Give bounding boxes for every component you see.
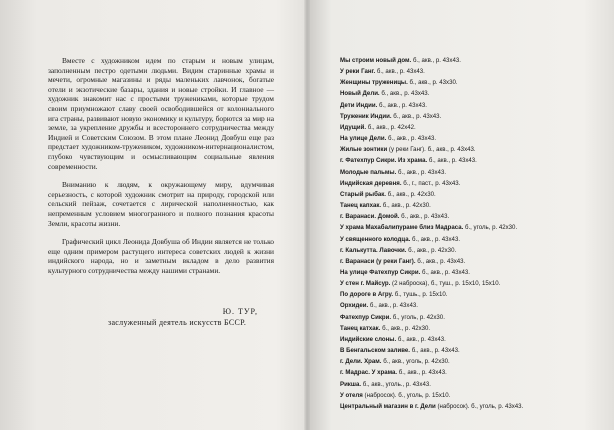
catalog-entry xyxy=(340,189,592,200)
work-detail: б., акв., р. 43х30. xyxy=(407,79,458,87)
catalog-entry xyxy=(340,133,592,144)
paragraph-intro: Вместе с художником идем по старым и новым улицам, заполненным пестро одетыми людьми. Видим старинные храмы и мечети, огромные магазины и ряды маленьких лавчонок, богатые отели и экзотические базары, здания и новые стройки. И главное — художник знакомит нас с простыми тружениками, которые трудом своим приумножают славу своей освободившейся от колониального ига страны, развивают новую экономику и культуру, борются за мир на земле, за укрепление дружбы и всестороннего сотрудничества между Индией и Советским Союзом. В этом плане Леонид Довбуш еще раз предстает художником-тружеником, художником-интернационалистом, глубоко чувствующим и осмысливающим социальные явления современности. xyxy=(48,56,274,171)
work-detail: б., акв., р. 42х30. xyxy=(381,202,431,210)
work-detail: б., тушь., р. 15х10. xyxy=(393,291,448,299)
work-title: г. Фатехпур Сикри. Из храма. xyxy=(340,157,428,165)
catalog-entry xyxy=(340,55,592,66)
work-detail: б., акв., р. 43х43. xyxy=(386,135,437,143)
work-detail: б., акв., уголь, р. 42х30. xyxy=(381,358,450,366)
work-title: Танец катхак. xyxy=(340,324,381,332)
work-title: Женщины труженицы. xyxy=(340,79,408,87)
catalog-entry xyxy=(340,245,592,256)
work-title: Мы строим новый дом. xyxy=(340,57,412,64)
catalog-entry xyxy=(340,155,592,166)
work-title: Труженик Индии. xyxy=(340,112,392,120)
work-detail: б., акв., р. 43х43. xyxy=(368,302,418,310)
work-title: Индийские слоны. xyxy=(340,335,397,343)
catalog-entry xyxy=(340,66,592,77)
paragraph-attention: Вниманию к людям, к окружающему миру, вдумчивая серьезность, с которой художник смотрит на природу, городской или сельский пейзаж, сочетается с лирической наполненностью, как непременным условием многогранного и полного познания красоты Земли, красоты жизни. xyxy=(48,180,274,228)
author-name: Ю. ТУР, xyxy=(222,307,258,316)
work-title: Танец капхак. xyxy=(340,202,382,210)
work-title: Фатехпур Сикри. xyxy=(340,313,392,321)
work-title: Орхидеи. xyxy=(340,302,369,310)
work-detail: б., акв., р. 43х43. xyxy=(375,68,425,76)
work-detail: б., акв., уголь., р. 43х43. xyxy=(361,380,431,388)
catalog-entry xyxy=(340,323,592,334)
left-page-text xyxy=(48,56,274,284)
catalog-entry xyxy=(340,345,592,356)
work-detail: б., акв., р. 43х43. xyxy=(427,157,477,165)
work-detail: б., акв., р. 43х43. xyxy=(411,57,461,64)
work-detail: (набросок). б., уголь, р. 43х43. xyxy=(435,402,524,410)
work-title: Старый рыбак. xyxy=(340,190,386,198)
work-title: У священного колодца. xyxy=(340,235,411,243)
work-title: Центральный магазин в г. Дели xyxy=(340,402,436,410)
author-title: заслуженный деятель искусств БССР. xyxy=(108,318,247,327)
work-title: г. Дели. Храм. xyxy=(340,358,382,366)
catalog-entry xyxy=(340,256,592,267)
catalog-entry xyxy=(340,390,592,401)
catalog-entry xyxy=(340,77,592,88)
catalog-entry xyxy=(340,200,592,211)
paragraph-graphic-cycle: Графический цикл Леонида Довбуша об Индии является не только еще одним примером растущего интереса советских людей к жизни индийского народа, но и заметным вкладом в дело развития культурного сотрудничества между нашими странами. xyxy=(48,237,274,275)
work-detail: (набросок). б., уголь, р. 15х10. xyxy=(362,391,451,399)
work-title: У отеля xyxy=(340,391,363,399)
work-detail: б., уголь, р. 42х30. xyxy=(391,313,445,321)
work-title: На улице Дели. xyxy=(340,135,387,143)
work-detail: б., акв., р. 42х30. xyxy=(385,190,436,198)
work-title: Жилые зонтики xyxy=(340,146,388,154)
work-detail: б., акв., р. 43х43. xyxy=(379,90,430,98)
work-detail: б., акв., р. 43х43. xyxy=(396,335,446,343)
catalog-entry xyxy=(340,234,592,245)
work-title: По дороге в Агру. xyxy=(340,291,394,299)
work-title: Идущий. xyxy=(340,123,367,131)
work-title: г. Варанаси (у реки Ганг). xyxy=(340,257,416,265)
work-detail: б., уголь, р. 42х30. xyxy=(463,224,518,232)
catalog-entry xyxy=(340,278,592,289)
works-catalog-list xyxy=(340,55,592,412)
work-title: Дети Индии. xyxy=(340,101,378,109)
work-title: Новый Дели. xyxy=(340,90,380,98)
work-detail: б., г., паст., р. 43х43. xyxy=(401,179,461,187)
work-detail: б., акв., р. 43х43. xyxy=(415,257,466,265)
catalog-entry xyxy=(340,401,592,412)
work-title: г. Варанаси. Домой. xyxy=(340,213,400,221)
work-detail: (у реки Ганг). б., акв., р. 43х43. xyxy=(387,146,476,154)
work-detail: б., акв., р. 43х43. xyxy=(397,369,447,377)
catalog-entry xyxy=(340,178,592,189)
catalog-entry xyxy=(340,300,592,311)
catalog-entry xyxy=(340,122,592,133)
catalog-entry xyxy=(340,367,592,378)
catalog-entry xyxy=(340,167,592,178)
work-detail: б., акв., р. 43х43. xyxy=(399,213,450,221)
work-detail: б., акв., р. 43х43. xyxy=(420,268,470,276)
catalog-entry xyxy=(340,88,592,99)
catalog-entry xyxy=(340,100,592,111)
work-title: Индийская деревня. xyxy=(340,179,402,187)
work-detail: б., акв., р. 43х43. xyxy=(391,112,442,120)
work-title: Рикша. xyxy=(340,380,362,388)
catalog-entry xyxy=(340,267,592,278)
work-detail: (2 наброска), б., туш., р. 15х10, 15х10. xyxy=(390,280,501,288)
work-detail: б., акв., р. 42х30. xyxy=(380,324,431,332)
work-title: В Бенгальском заливе. xyxy=(340,347,410,355)
work-title: У реки Ганг. xyxy=(340,68,376,76)
work-detail: б., акв., р. 43х43. xyxy=(396,168,447,176)
work-title: У храма Махабалипураме близ Мадраса. xyxy=(340,224,464,232)
work-title: г. Калькутта. Лавочки. xyxy=(340,246,407,254)
work-detail: б., акв., р. 43х43. xyxy=(410,235,461,243)
catalog-entry xyxy=(340,334,592,345)
work-title: Молодые пальмы. xyxy=(340,168,397,176)
catalog-entry xyxy=(340,356,592,367)
catalog-entry xyxy=(340,144,592,155)
catalog-entry xyxy=(340,111,592,122)
catalog-entry xyxy=(340,222,592,233)
author-signature xyxy=(74,306,274,328)
work-detail: б., акв., р. 43х43. xyxy=(377,101,427,109)
catalog-entry xyxy=(340,211,592,222)
catalog-entry xyxy=(340,379,592,390)
work-detail: б., акв., р. 42х42. xyxy=(366,123,416,131)
work-detail: б., акв., р. 43х43. xyxy=(410,347,460,355)
work-title: г. Мадрас. У храма. xyxy=(340,369,398,377)
work-detail: б., акв., р. 42х30. xyxy=(406,246,457,254)
catalog-entry xyxy=(340,289,592,300)
work-title: У стен г. Майсур. xyxy=(340,280,391,288)
page-fold xyxy=(304,0,310,430)
catalog-entry xyxy=(340,312,592,323)
work-title: На улице Фатехпур Сикри. xyxy=(340,268,421,276)
